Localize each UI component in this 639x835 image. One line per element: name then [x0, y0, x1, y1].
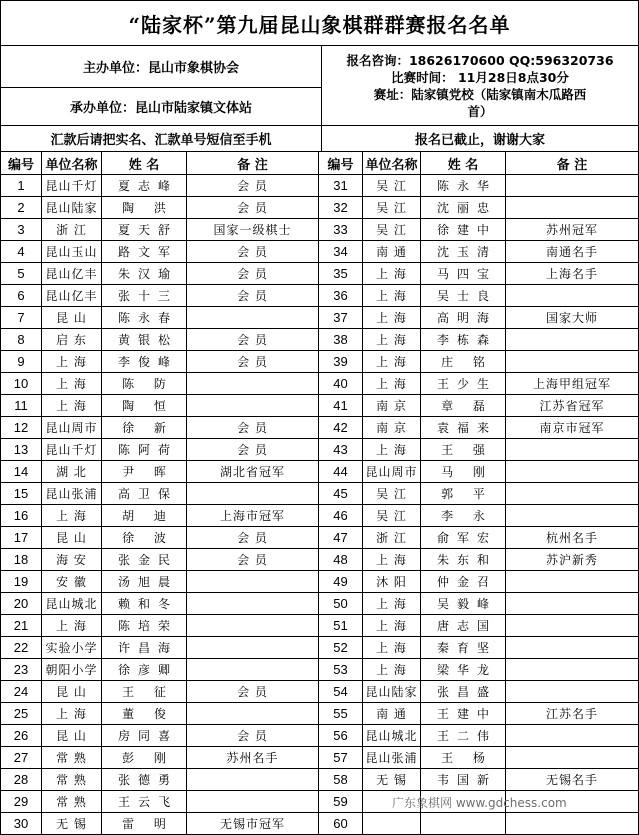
- entry-name: 陈阿荷: [102, 439, 187, 461]
- entry-name: 路文军: [102, 241, 187, 263]
- entry-number: 31: [319, 175, 363, 197]
- entry-name: 高明海: [421, 307, 506, 329]
- entry-remark: [506, 197, 639, 219]
- entry-remark: 南京市冠军: [506, 417, 639, 439]
- entry-number: 25: [0, 703, 42, 725]
- entry-unit: 上 海: [363, 439, 421, 461]
- entry-unit: 上 海: [363, 373, 421, 395]
- entry-name: 朱汉瑜: [102, 263, 187, 285]
- entry-remark: 上海名手: [506, 263, 639, 285]
- entry-name: 董 俊: [102, 703, 187, 725]
- time-line: 比赛时间： 11月28日8点30分: [391, 69, 569, 85]
- entry-remark: [506, 813, 639, 835]
- entry-number: 43: [319, 439, 363, 461]
- entry-name: 张十三: [102, 285, 187, 307]
- entry-remark: 会 员: [187, 241, 319, 263]
- entry-number: 19: [0, 571, 42, 593]
- entry-name: 许昌海: [102, 637, 187, 659]
- entry-number: 35: [319, 263, 363, 285]
- entry-unit: 上 海: [42, 395, 102, 417]
- entry-remark: 会 员: [187, 351, 319, 373]
- entry-remark: [187, 395, 319, 417]
- entry-remark: [187, 373, 319, 395]
- entry-number: 17: [0, 527, 42, 549]
- entry-number: 38: [319, 329, 363, 351]
- entry-name: 马 刚: [421, 461, 506, 483]
- entry-name: 黄银松: [102, 329, 187, 351]
- entry-remark: [187, 703, 319, 725]
- entry-unit: 昆山千灯: [42, 439, 102, 461]
- host-label: 承办单位：昆山市陆家镇文体站: [0, 88, 322, 126]
- entry-unit: 上 海: [363, 593, 421, 615]
- entry-number: 26: [0, 725, 42, 747]
- entry-remark: 江苏省冠军: [506, 395, 639, 417]
- header-remark: 备 注: [187, 152, 319, 175]
- entry-name: 汤旭晨: [102, 571, 187, 593]
- entry-number: 20: [0, 593, 42, 615]
- entry-name: 王云飞: [102, 791, 187, 813]
- entry-number: 42: [319, 417, 363, 439]
- entry-remark: [506, 593, 639, 615]
- entry-remark: 会 员: [187, 527, 319, 549]
- entry-remark: [187, 483, 319, 505]
- entry-unit: 上 海: [363, 329, 421, 351]
- entry-remark: [506, 747, 639, 769]
- entry-unit: 上 海: [363, 351, 421, 373]
- entry-name: 赖和冬: [102, 593, 187, 615]
- entry-number: 24: [0, 681, 42, 703]
- entry-remark: 杭州名手: [506, 527, 639, 549]
- entry-name: 袁福来: [421, 417, 506, 439]
- header-remark: 备 注: [506, 152, 639, 175]
- entry-name: 夏天舒: [102, 219, 187, 241]
- entry-name: 仲金召: [421, 571, 506, 593]
- entry-unit: 昆山陆家: [42, 197, 102, 219]
- entry-remark: 会 员: [187, 681, 319, 703]
- closed-notice: 报名已截止，谢谢大家: [322, 126, 639, 152]
- entry-unit: 昆山亿丰: [42, 263, 102, 285]
- entry-number: 28: [0, 769, 42, 791]
- entry-unit: 昆山周市: [363, 461, 421, 483]
- entry-name: 徐 新: [102, 417, 187, 439]
- entry-remark: 无锡市冠军: [187, 813, 319, 835]
- entry-name: 王少生: [421, 373, 506, 395]
- entry-remark: [506, 637, 639, 659]
- entry-unit: 朝阳小学: [42, 659, 102, 681]
- entry-unit: 上 海: [363, 549, 421, 571]
- entry-unit: 上 海: [363, 307, 421, 329]
- entry-remark: [506, 351, 639, 373]
- event-info-block: [322, 46, 639, 126]
- entry-unit: 吴 江: [363, 197, 421, 219]
- entry-name: 张金民: [102, 549, 187, 571]
- header-unit: 单位名称: [42, 152, 102, 175]
- entry-remark: [187, 593, 319, 615]
- entry-name: 俞军宏: [421, 527, 506, 549]
- entry-name: 房同喜: [102, 725, 187, 747]
- entry-number: 56: [319, 725, 363, 747]
- entry-unit: 昆 山: [42, 681, 102, 703]
- entry-remark: [187, 659, 319, 681]
- entry-number: 44: [319, 461, 363, 483]
- entry-unit: 吴 江: [363, 175, 421, 197]
- entry-number: 10: [0, 373, 42, 395]
- entry-remark: 湖北省冠军: [187, 461, 319, 483]
- entry-name: 高卫保: [102, 483, 187, 505]
- entry-name: 徐彦卿: [102, 659, 187, 681]
- entry-unit: 吴 江: [363, 483, 421, 505]
- entry-number: 12: [0, 417, 42, 439]
- entry-name: 彭 刚: [102, 747, 187, 769]
- entry-number: 32: [319, 197, 363, 219]
- entry-remark: [187, 637, 319, 659]
- entry-unit: 启 东: [42, 329, 102, 351]
- entry-name: 韦国新: [421, 769, 506, 791]
- entry-number: 29: [0, 791, 42, 813]
- entry-name: 沈丽忠: [421, 197, 506, 219]
- entry-name: 李栋森: [421, 329, 506, 351]
- entry-remark: 上海甲组冠军: [506, 373, 639, 395]
- entry-unit: 上 海: [42, 505, 102, 527]
- entry-number: 37: [319, 307, 363, 329]
- entry-unit: 吴 江: [363, 505, 421, 527]
- entry-remark: [506, 439, 639, 461]
- entry-remark: [506, 615, 639, 637]
- entry-number: 33: [319, 219, 363, 241]
- entry-number: 48: [319, 549, 363, 571]
- entry-remark: [506, 285, 639, 307]
- entry-number: 23: [0, 659, 42, 681]
- entry-unit: 上 海: [42, 703, 102, 725]
- entry-remark: [506, 725, 639, 747]
- entry-unit: 昆山亿丰: [42, 285, 102, 307]
- entry-unit: 湖 北: [42, 461, 102, 483]
- entry-unit: 南 通: [363, 703, 421, 725]
- entry-number: 21: [0, 615, 42, 637]
- header-number: 编号: [319, 152, 363, 175]
- entry-number: 6: [0, 285, 42, 307]
- entry-remark: [506, 175, 639, 197]
- entry-number: 41: [319, 395, 363, 417]
- entry-remark: [187, 769, 319, 791]
- header-unit: 单位名称: [363, 152, 421, 175]
- entry-name: 庄 铭: [421, 351, 506, 373]
- entry-unit: 安 徽: [42, 571, 102, 593]
- entry-remark: 上海市冠军: [187, 505, 319, 527]
- entry-unit: 浙 江: [42, 219, 102, 241]
- remittance-notice: 汇款后请把实名、汇款单号短信至手机: [0, 126, 322, 152]
- entry-remark: [506, 329, 639, 351]
- entry-name: 陈永华: [421, 175, 506, 197]
- entry-unit: 浙 江: [363, 527, 421, 549]
- entry-name: 梁华龙: [421, 659, 506, 681]
- entry-unit: 上 海: [363, 659, 421, 681]
- entry-name: 李俊峰: [102, 351, 187, 373]
- entry-number: 58: [319, 769, 363, 791]
- entry-remark: [187, 307, 319, 329]
- entry-unit: 沐 阳: [363, 571, 421, 593]
- entry-unit: 南 京: [363, 417, 421, 439]
- entry-remark: 国家大师: [506, 307, 639, 329]
- entry-remark: 会 员: [187, 725, 319, 747]
- entry-number: 39: [319, 351, 363, 373]
- entry-remark: 会 员: [187, 549, 319, 571]
- entry-remark: 南通名手: [506, 241, 639, 263]
- entry-number: 5: [0, 263, 42, 285]
- entry-remark: [506, 483, 639, 505]
- entry-remark: 苏州名手: [187, 747, 319, 769]
- entry-number: 57: [319, 747, 363, 769]
- entry-name: 王 杨: [421, 747, 506, 769]
- entry-number: 40: [319, 373, 363, 395]
- entry-name: 秦育坚: [421, 637, 506, 659]
- entry-number: 13: [0, 439, 42, 461]
- entry-name: [421, 813, 506, 835]
- entry-number: 47: [319, 527, 363, 549]
- sheet-title: “陆家杯”第九届昆山象棋群群赛报名名单: [0, 0, 639, 46]
- entry-name: 陶 恒: [102, 395, 187, 417]
- entry-number: 7: [0, 307, 42, 329]
- entry-number: 59: [319, 791, 363, 813]
- entry-number: 14: [0, 461, 42, 483]
- entry-unit: 上 海: [42, 615, 102, 637]
- entry-unit: 昆 山: [42, 725, 102, 747]
- entry-remark: 会 员: [187, 439, 319, 461]
- entry-unit: 上 海: [363, 263, 421, 285]
- entry-remark: 会 员: [187, 285, 319, 307]
- contact-line: 报名咨询：18626170600 QQ:596320736: [346, 52, 614, 68]
- entry-unit: 无 锡: [42, 813, 102, 835]
- entry-unit: 上 海: [42, 373, 102, 395]
- entry-unit: 无 锡: [363, 769, 421, 791]
- entry-unit: 昆 山: [42, 307, 102, 329]
- entry-name: 陈培荣: [102, 615, 187, 637]
- entry-name: 朱东和: [421, 549, 506, 571]
- entry-number: 22: [0, 637, 42, 659]
- entry-name: 郭 平: [421, 483, 506, 505]
- entry-number: 16: [0, 505, 42, 527]
- entry-number: 50: [319, 593, 363, 615]
- entry-number: 34: [319, 241, 363, 263]
- entry-name: 雷 明: [102, 813, 187, 835]
- entry-unit: 常 熟: [42, 769, 102, 791]
- entry-remark: [187, 615, 319, 637]
- entry-remark: [506, 681, 639, 703]
- organizer-label: 主办单位：昆山市象棋协会: [0, 46, 322, 88]
- entry-remark: 无锡名手: [506, 769, 639, 791]
- entry-unit: [363, 813, 421, 835]
- entry-remark: 国家一级棋士: [187, 219, 319, 241]
- entry-name: 李 永: [421, 505, 506, 527]
- entry-unit: 上 海: [363, 637, 421, 659]
- entry-unit: 昆山千灯: [42, 175, 102, 197]
- entry-unit: 昆山张浦: [42, 483, 102, 505]
- entry-name: 章 磊: [421, 395, 506, 417]
- entry-unit: 海 安: [42, 549, 102, 571]
- header-number: 编号: [0, 152, 42, 175]
- entry-remark: 苏州冠军: [506, 219, 639, 241]
- entry-number: 3: [0, 219, 42, 241]
- entry-number: 27: [0, 747, 42, 769]
- entry-number: 18: [0, 549, 42, 571]
- entry-number: 4: [0, 241, 42, 263]
- header-name: 姓 名: [102, 152, 187, 175]
- entry-name: 尹 晖: [102, 461, 187, 483]
- entry-number: 36: [319, 285, 363, 307]
- entry-unit: 常 熟: [42, 791, 102, 813]
- entry-remark: [506, 505, 639, 527]
- entry-number: 9: [0, 351, 42, 373]
- entry-remark: 会 员: [187, 197, 319, 219]
- entry-unit: 昆山张浦: [363, 747, 421, 769]
- entry-name: 张德勇: [102, 769, 187, 791]
- entry-unit: 南 通: [363, 241, 421, 263]
- entry-unit: 吴 江: [363, 219, 421, 241]
- entry-name: 夏志峰: [102, 175, 187, 197]
- venue-line-1: 赛址：陆家镇党校（陆家镇南木瓜路西: [373, 86, 587, 102]
- entry-number: 60: [319, 813, 363, 835]
- entry-name: 吴士良: [421, 285, 506, 307]
- entry-unit: 南 京: [363, 395, 421, 417]
- entry-number: 11: [0, 395, 42, 417]
- entry-unit: 昆山陆家: [363, 681, 421, 703]
- entry-number: 2: [0, 197, 42, 219]
- watermark: 广东象棋网 www.gdchess.com: [392, 796, 567, 810]
- entry-unit: 上 海: [363, 285, 421, 307]
- entry-name: 徐 波: [102, 527, 187, 549]
- entry-remark: 苏沪新秀: [506, 549, 639, 571]
- entry-remark: 会 员: [187, 263, 319, 285]
- entry-name: 王 征: [102, 681, 187, 703]
- entry-remark: 会 员: [187, 175, 319, 197]
- entry-number: 1: [0, 175, 42, 197]
- entry-name: 王建中: [421, 703, 506, 725]
- entry-unit: 常 熟: [42, 747, 102, 769]
- entry-unit: 上 海: [42, 351, 102, 373]
- venue-line-2: 首）: [467, 103, 493, 119]
- entry-name: 王二伟: [421, 725, 506, 747]
- entry-number: 8: [0, 329, 42, 351]
- entry-remark: 会 员: [187, 417, 319, 439]
- entry-remark: [187, 571, 319, 593]
- entry-number: 51: [319, 615, 363, 637]
- entry-number: 30: [0, 813, 42, 835]
- entry-name: 吴毅峰: [421, 593, 506, 615]
- entry-number: 46: [319, 505, 363, 527]
- entry-remark: [187, 791, 319, 813]
- entry-name: 徐建中: [421, 219, 506, 241]
- entry-remark: 会 员: [187, 329, 319, 351]
- header-name: 姓 名: [421, 152, 506, 175]
- entry-remark: [506, 461, 639, 483]
- entry-name: 唐志国: [421, 615, 506, 637]
- entry-name: 胡 迪: [102, 505, 187, 527]
- entry-remark: 江苏名手: [506, 703, 639, 725]
- entry-name: 王 强: [421, 439, 506, 461]
- entry-name: 陈 防: [102, 373, 187, 395]
- entry-unit: 昆山周市: [42, 417, 102, 439]
- entry-number: 54: [319, 681, 363, 703]
- entry-name: 陈永春: [102, 307, 187, 329]
- entry-name: 张昌盛: [421, 681, 506, 703]
- entry-unit: 实验小学: [42, 637, 102, 659]
- entry-remark: [506, 659, 639, 681]
- entry-remark: [506, 571, 639, 593]
- entry-name: 马四宝: [421, 263, 506, 285]
- entry-number: 55: [319, 703, 363, 725]
- entry-unit: 昆山城北: [42, 593, 102, 615]
- entry-number: 53: [319, 659, 363, 681]
- entry-unit: 上 海: [363, 615, 421, 637]
- entry-name: 沈玉清: [421, 241, 506, 263]
- entry-unit: 昆 山: [42, 527, 102, 549]
- entry-name: 陶 洪: [102, 197, 187, 219]
- entry-number: 52: [319, 637, 363, 659]
- entry-unit: 昆山城北: [363, 725, 421, 747]
- entry-number: 15: [0, 483, 42, 505]
- entry-number: 49: [319, 571, 363, 593]
- entry-number: 45: [319, 483, 363, 505]
- entry-unit: 昆山玉山: [42, 241, 102, 263]
